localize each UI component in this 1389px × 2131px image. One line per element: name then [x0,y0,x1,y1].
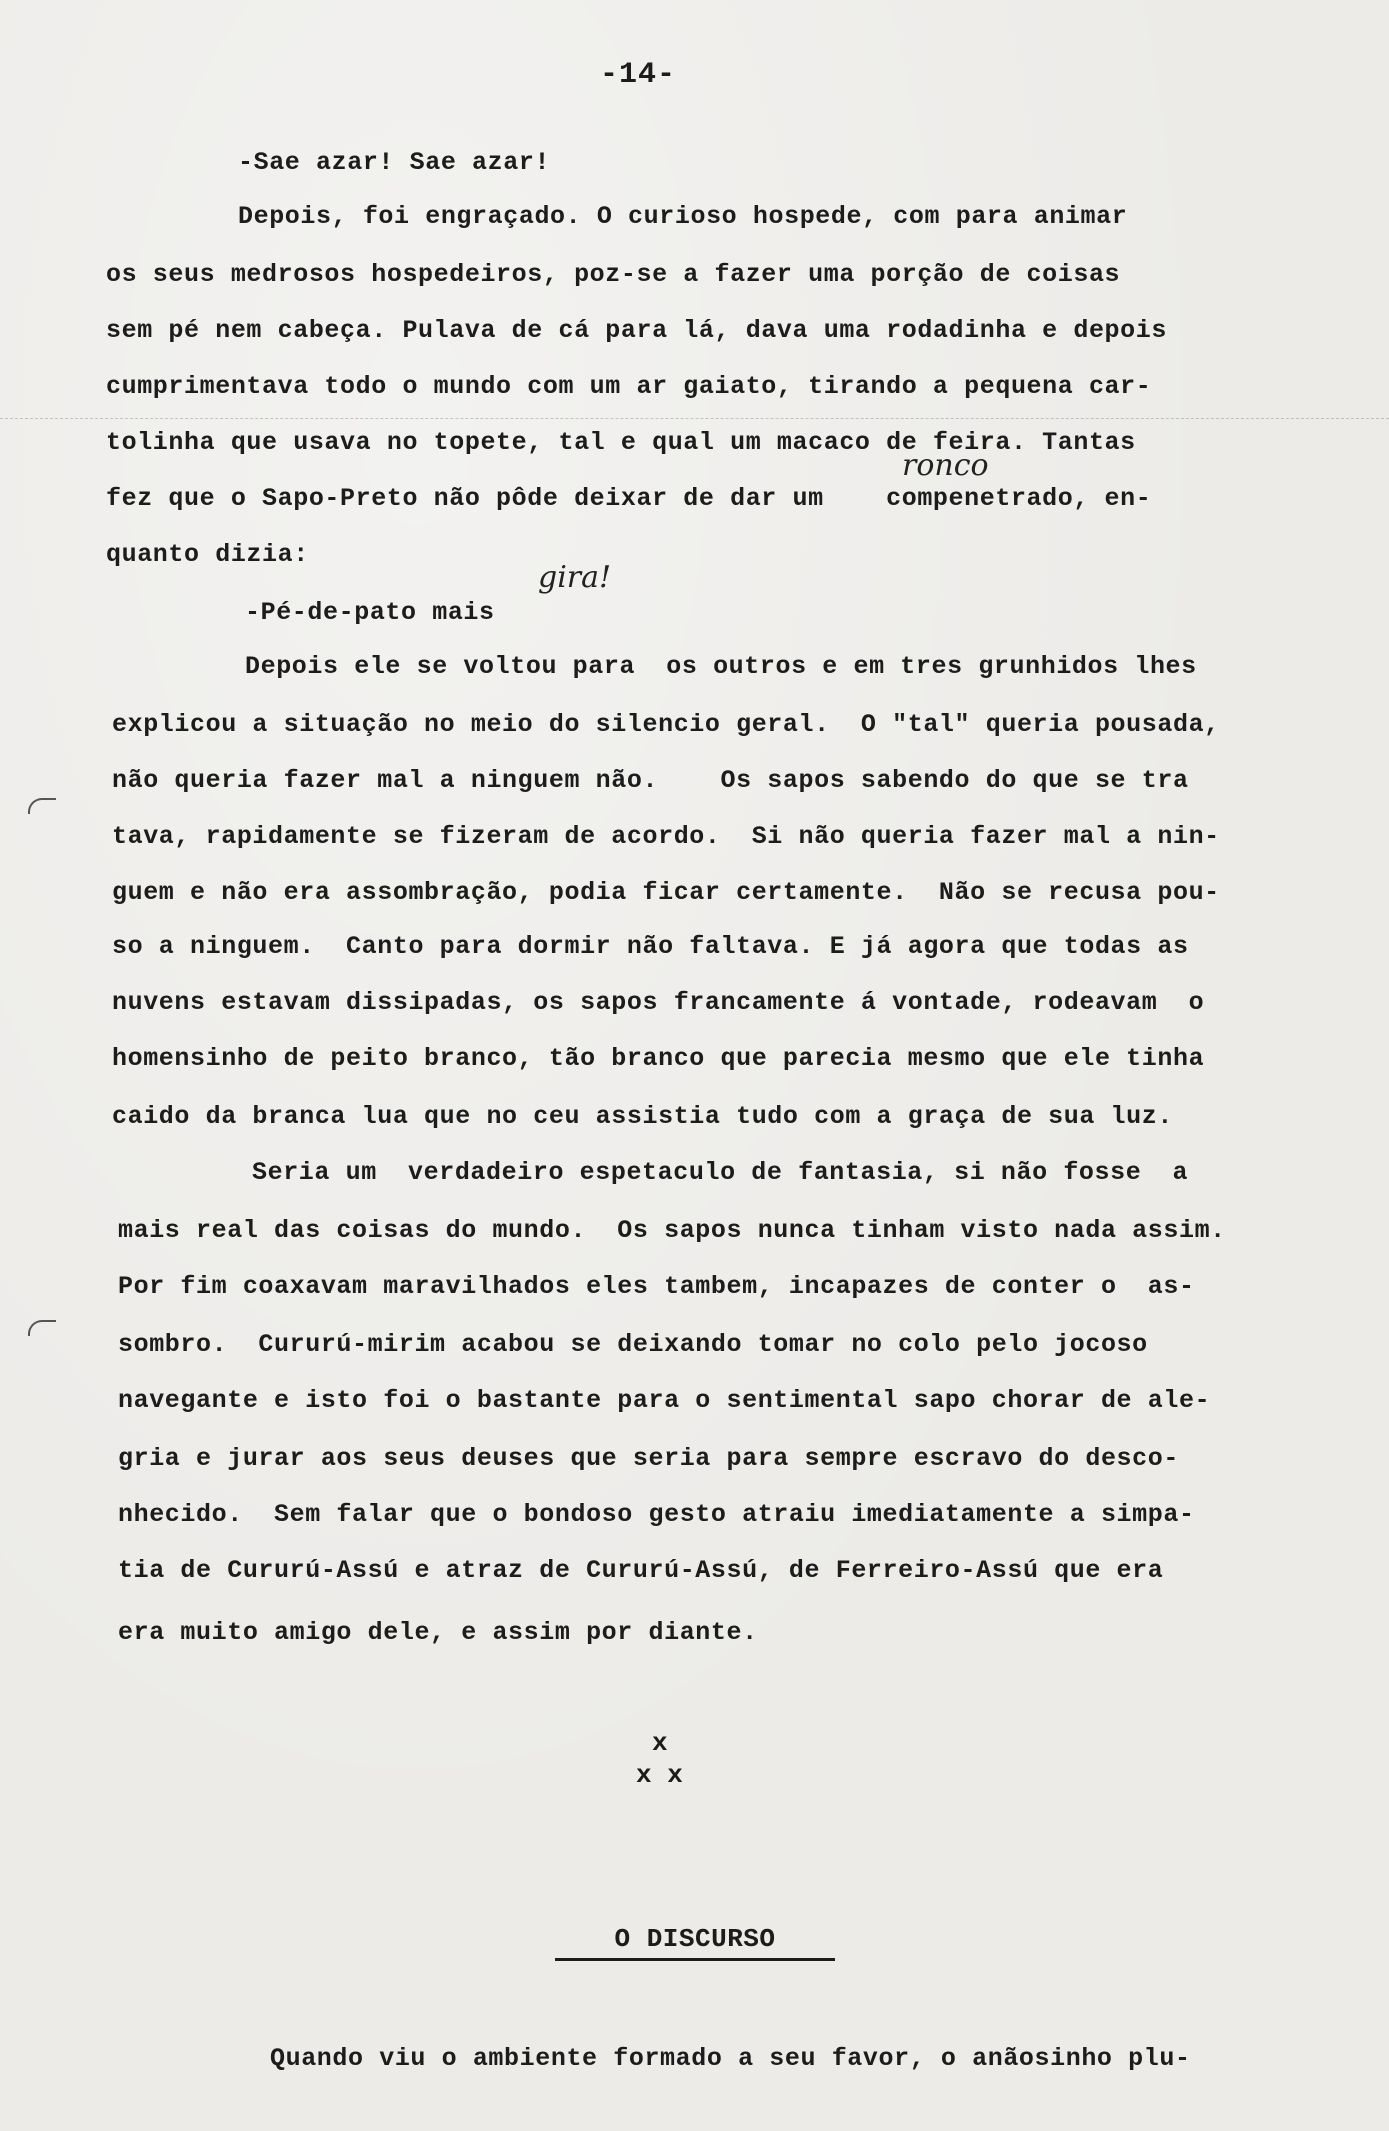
text-line: nuvens estavam dissipadas, os sapos francamente á vontade, rodeavam o [112,988,1205,1017]
text-line: fez que o Sapo-Preto não pôde deixar de dar um compenetrado, en- [106,484,1152,513]
paper-fold-line [0,418,1389,419]
text-line: não queria fazer mal a ninguem não. Os sapos sabendo do que se tra [112,766,1189,795]
text-line: -Pé-de-pato mais [245,598,495,627]
text-line: os seus medrosos hospedeiros, poz-se a fazer uma porção de coisas [106,260,1121,289]
text-line: Por fim coaxavam maravilhados eles tambem, incapazes de conter o as- [118,1272,1195,1301]
text-line: Seria um verdadeiro espetaculo de fantasia, si não fosse a [252,1158,1189,1187]
text-line: mais real das coisas do mundo. Os sapos nunca tinham visto nada assim. [118,1216,1226,1245]
text-line: caido da branca lua que no ceu assistia tudo com a graça de sua luz. [112,1102,1173,1131]
text-line: so a ninguem. Canto para dormir não faltava. E já agora que todas as [112,932,1189,961]
handwritten-correction-gira: gira! [538,560,612,595]
text-line: guem e não era assombração, podia ficar certamente. Não se recusa pou- [112,878,1220,907]
section-separator-top: x [652,1728,668,1758]
text-line: Depois, foi engraçado. O curioso hospede, com para animar [238,202,1128,231]
text-line: -Sae azar! Sae azar! [238,148,551,177]
text-line: gria e jurar aos seus deuses que seria para sempre escravo do desco- [118,1444,1179,1473]
text-line: navegante e isto foi o bastante para o sentimental sapo chorar de ale- [118,1386,1211,1415]
text-line: tolinha que usava no topete, tal e qual um macaco de feira. Tantas [106,428,1136,457]
margin-hook-mark [28,1320,56,1336]
section-title: O DISCURSO [555,1924,835,1961]
text-line: Quando viu o ambiente formado a seu favor, o anãosinho plu- [270,2044,1191,2073]
text-line: nhecido. Sem falar que o bondoso gesto atraiu imediatamente a simpa- [118,1500,1195,1529]
text-line: tava, rapidamente se fizeram de acordo. Si não queria fazer mal a nin- [112,822,1220,851]
page-number: -14- [600,58,677,92]
text-line: quanto dizia: [106,540,309,569]
handwritten-correction-ronco: ronco [902,448,989,483]
text-line: homensinho de peito branco, tão branco que parecia mesmo que ele tinha [112,1044,1205,1073]
text-line: Depois ele se voltou para os outros e em tres grunhidos lhes [245,652,1197,681]
text-line: explicou a situação no meio do silencio geral. O "tal" queria pousada, [112,710,1220,739]
margin-hook-mark [28,798,56,814]
text-line: cumprimentava todo o mundo com um ar gaiato, tirando a pequena car- [106,372,1152,401]
text-line: tia de Cururú-Assú e atraz de Cururú-Assú, de Ferreiro-Assú que era [118,1556,1164,1585]
section-separator-bottom: x x [636,1760,683,1790]
text-line: sem pé nem cabeça. Pulava de cá para lá, dava uma rodadinha e depois [106,316,1167,345]
text-line: sombro. Cururú-mirim acabou se deixando tomar no colo pelo jocoso [118,1330,1148,1359]
text-line: era muito amigo dele, e assim por diante. [118,1618,758,1647]
